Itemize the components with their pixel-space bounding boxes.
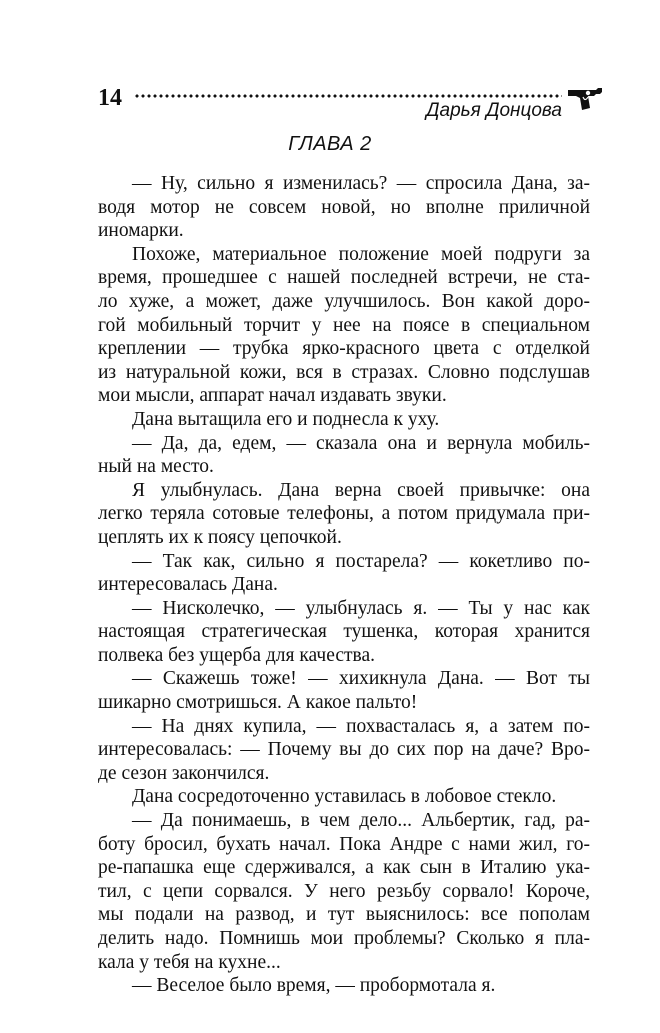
text-line: ло хуже, а может, даже улучшилось. Вон какой доро- [98,290,590,312]
text-line: — Скажешь тоже! — хихикнула Дана. — Вот ты [132,668,590,690]
text-line: Дана вытащила его и поднесла к уху. [132,408,440,430]
text-line: — Веселое было время, — пробормотала я. [132,975,496,997]
text-line: иномарки. [98,220,184,242]
text-line: настоящая стратегическая тушенка, которая хранится [98,621,590,643]
text-line: интересовалась Дана. [98,574,278,596]
text-line: тил, с цепи сорвался. У него резьбу сорвало! Короче, [98,880,590,902]
text-line: интересовалась: — Почему вы до сих пор на даче? Вро- [98,739,590,761]
text-line: ный на место. [98,456,214,478]
text-line: ре-папашка еще сдерживался, а как сын в Италию ука- [98,857,590,879]
author-name: Дарья Донцова [426,100,562,121]
page-number: 14 [98,85,122,111]
text-line: — Да понимаешь, в чем дело... Альбертик, гад, ра- [132,810,590,832]
text-line: легко теряла сотовые телефоны, а потом придумала при- [98,503,590,525]
text-line: гой мобильный торчит у нее на поясе в специальном [98,314,590,336]
text-line: — Да, да, едем, — сказала она и вернула мобиль- [132,432,590,454]
text-line: шикарно смотришься. А какое пальто! [98,692,418,714]
text-line: креплении — трубка ярко-красного цвета с отделкой [98,338,590,360]
text-line: Похоже, материальное положение моей подруги за [132,243,590,265]
text-line: боту бросил, бухать начал. Пока Андре с нами жил, го- [98,833,590,855]
text-line: — Нисколечко, — улыбнулась я. — Ты у нас как [132,597,590,619]
body-text [98,172,590,998]
text-line: — Так как, сильно я постарела? — кокетливо по- [132,550,590,572]
text-line: мы подали на развод, и тут выяснилось: все пополам [98,904,590,926]
text-line: делить надо. Помнишь мои проблемы? Сколько я пла- [98,928,590,949]
text-line: Я улыбнулась. Дана верна своей привычке: она [132,479,590,501]
text-line: время, прошедшее с нашей последней встречи, не ста- [98,267,590,289]
text-line: цеплять их к поясу цепочкой. [98,526,342,548]
text-line: водя мотор не совсем новой, но вполне приличной [98,196,590,218]
dotted-leader [134,94,562,98]
text-line: Дана сосредоточенно уставилась в лобовое стекло. [132,786,557,808]
revolver-icon [566,86,606,112]
running-header [98,84,606,124]
chapter-title: ГЛАВА 2 [288,133,372,155]
text-line: из натуральной кожи, вся в стразах. Словно подслушав [98,361,590,383]
text-line: де сезон закончился. [98,762,270,784]
text-line: кала у тебя на кухне... [98,951,281,973]
text-line: полвека без ущерба для качества. [98,644,376,666]
text-line: мои мысли, аппарат начал издавать звуки. [98,385,447,407]
text-line: — Ну, сильно я изменилась? — спросила Дана, за- [132,173,590,194]
text-line: — На днях купила, — похвасталась я, а затем по- [132,715,590,737]
